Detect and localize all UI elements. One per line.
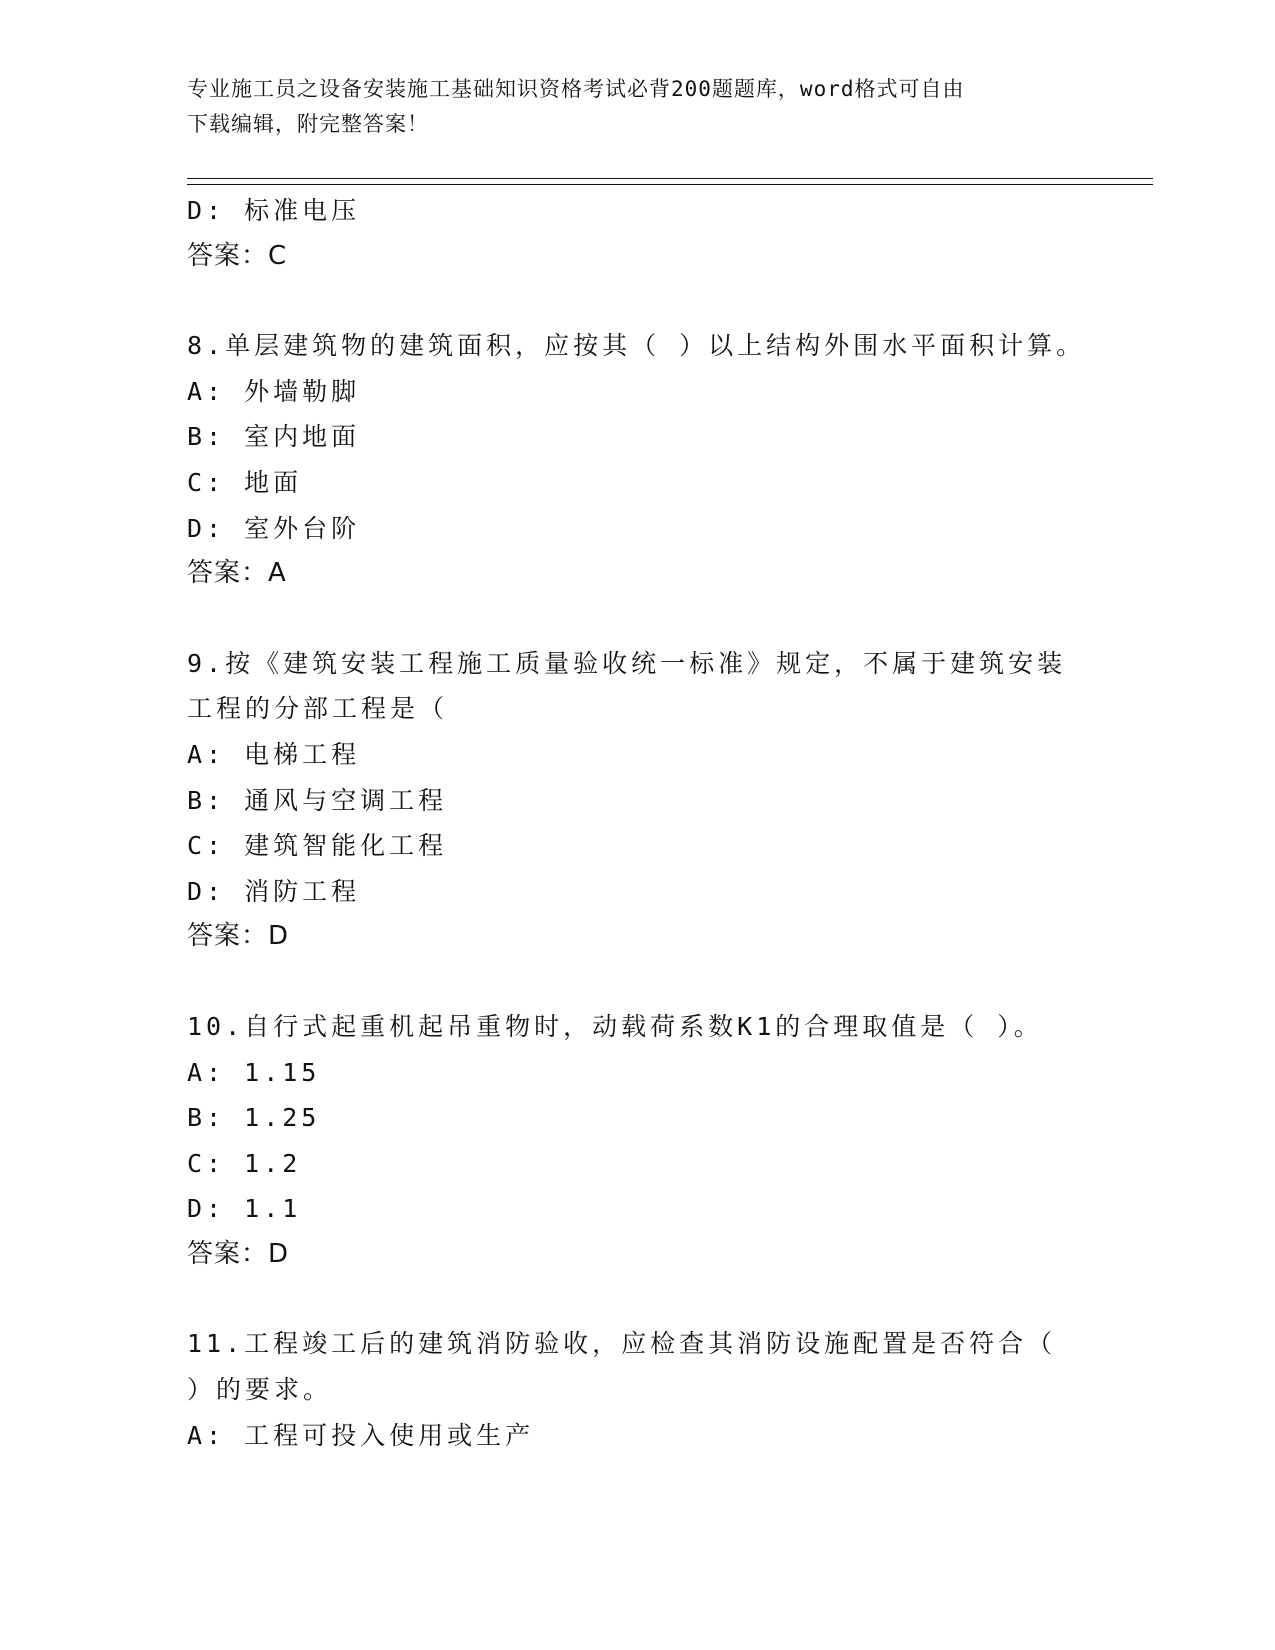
option-b: B: 室内地面: [187, 422, 361, 452]
question-stem: 9.按《建筑安装工程施工质量验收统一标准》规定，不属于建筑安装: [187, 648, 1067, 678]
question-stem-continued: 工程的分部工程是（: [187, 694, 449, 724]
option-c: C: 地面: [187, 467, 303, 497]
previous-question-tail: [187, 188, 1107, 279]
question-stem: 10.自行式起重机起吊重物时，动载荷系数K1的合理取值是（ ）。: [187, 1011, 1043, 1041]
question-11: [187, 1321, 1107, 1458]
option-a: A: 1.15: [187, 1057, 321, 1087]
question-8: [187, 323, 1107, 597]
option-b: B: 1.25: [187, 1103, 321, 1133]
question-9: [187, 641, 1107, 960]
option-c: C: 建筑智能化工程: [187, 831, 448, 861]
document-header: [187, 72, 1087, 142]
option-d: D: 1.1: [187, 1194, 302, 1224]
question-stem: 8.单层建筑物的建筑面积，应按其（ ）以上结构外围水平面积计算。: [187, 331, 1086, 361]
answer: 答案：A: [187, 558, 287, 589]
option-d: D: 标准电压: [187, 196, 361, 225]
question-list: [187, 188, 1107, 1458]
question-stem: 11.工程竣工后的建筑消防验收，应检查其消防设施配置是否符合（: [187, 1329, 1057, 1359]
answer: 答案：D: [187, 921, 290, 952]
option-c: C: 1.2: [187, 1148, 302, 1178]
option-a: A: 外墙勒脚: [187, 376, 361, 406]
option-a: A: 电梯工程: [187, 739, 361, 769]
header-line-2: 下载编辑，附完整答案！: [187, 112, 429, 136]
answer: 答案：C: [187, 240, 288, 271]
option-a: A: 工程可投入使用或生产: [187, 1420, 535, 1450]
option-d: D: 室外台阶: [187, 513, 361, 543]
question-stem-continued: ）的要求。: [187, 1375, 333, 1405]
header-line-1: 专业施工员之设备安装施工基础知识资格考试必背200题题库，word格式可自由: [187, 77, 965, 101]
header-rule: [187, 178, 1153, 185]
option-d: D: 消防工程: [187, 876, 361, 906]
question-10: [187, 1004, 1107, 1278]
option-b: B: 通风与空调工程: [187, 785, 448, 815]
answer: 答案：D: [187, 1238, 290, 1269]
